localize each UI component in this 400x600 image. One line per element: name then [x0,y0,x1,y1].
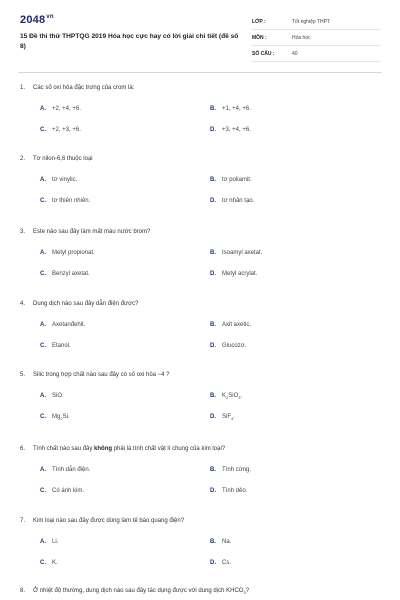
header-divider [18,72,382,73]
option-a[interactable]: A. Axetanđehit. [40,322,86,328]
option-a[interactable]: A. SiO. [40,393,64,399]
meta-question-count [252,48,380,62]
document-header [20,12,380,66]
meta-class [252,16,380,30]
question-number: 4. [20,301,26,307]
meta-subject-label: MÔN : [252,35,267,41]
question-text: Silic trong hợp chất nào sau đây có số oxi hóa −4 ? [33,372,170,378]
site-logo[interactable]: $2048^{vn}$ [20,14,54,26]
question-number: 3. [20,229,26,235]
question-text: Tơ nilon-6,6 thuộc loại [33,156,93,162]
option-b[interactable]: B. Isoamyl axetat. [210,250,263,256]
exam-title: 15 Đề thi thử THPTQG 2019 Hóa học cực hay có lời giải chi tiết (đề số 8) [20,33,239,50]
question-text: Tính chất nào sau đây [33,446,95,452]
option-c[interactable]: C. Etanol. [40,343,71,349]
question-number: 8. [20,588,26,594]
question-number: 2. [20,156,26,162]
option-d[interactable]: D. Cs. [210,560,231,566]
option-d[interactable]: D. tơ nhân tạo. [210,198,255,204]
question-number: 1. [20,85,26,91]
option-c[interactable]: C. +2, +3, +6. [40,127,81,133]
question-text-emphasis: không [94,446,113,452]
option-c[interactable]: C. Có ánh kim. [40,488,85,494]
option-a[interactable]: A. Tính dẫn điện. [40,467,91,473]
meta-subject [252,32,380,46]
meta-count-value: 40 [292,51,298,57]
option-d[interactable]: D. Tính dẻo. [210,488,248,494]
option-c[interactable]: C. Benzyl axetat. [40,271,90,277]
question-text: phải là tính chất vật lí chung của kim loại? [112,446,226,452]
question-text: Ở nhiệt độ thường, dung dịch nào sau đây tác dụng được với dung dịch $KHCO_3$? [33,588,250,596]
option-b[interactable]: B. Na. [210,539,232,545]
option-b[interactable]: B. +1, +4, +6. [210,106,251,112]
option-d[interactable]: D. +3, +4, +6. [210,127,251,133]
meta-subject-value: Hóa học [292,35,311,41]
meta-class-value: Tốt nghiệp THPT [292,19,330,25]
option-c[interactable]: C. tơ thiên nhiên. [40,198,91,204]
option-a[interactable]: A. Metyl propionat. [40,250,95,256]
option-d[interactable]: D. Metyl acrylat. [210,271,258,277]
meta-class-label: LỚP : [252,19,266,25]
question-text: Các số oxi hóa đặc trưng của crom là: [33,85,135,91]
question-text: Este nào sau đây làm mất màu nước brom? [33,229,151,235]
option-b[interactable]: B. Tính cứng. [210,467,252,473]
question-text: Dung dịch nào sau đây dẫn điện được? [33,301,139,307]
question-text: Kim loại nào sau đây được dùng làm tế bào quang điện? [33,518,185,524]
meta-count-label: SỐ CÂU : [252,51,275,57]
option-d[interactable]: D. Glucozơ. [210,343,247,349]
option-d[interactable]: D. SiF$_4$. [210,414,235,422]
option-a[interactable]: A. +2, +4, +6. [40,106,81,112]
option-a[interactable]: A. Li. [40,539,59,545]
option-b[interactable]: B. tơ poliamit. [210,177,252,183]
exam-meta [252,16,380,64]
option-c[interactable]: C. K. [40,560,58,566]
question-number: 7. [20,518,26,524]
option-b[interactable]: B. $K_2SiO_3$. [210,393,243,401]
option-a[interactable]: A. tơ vinylic. [40,177,78,183]
option-b[interactable]: B. Axit axetic. [210,322,252,328]
question-number: 6. [20,446,26,452]
option-c[interactable]: C. $Mg_2Si$. [40,414,70,422]
question-number: 5. [20,372,26,378]
